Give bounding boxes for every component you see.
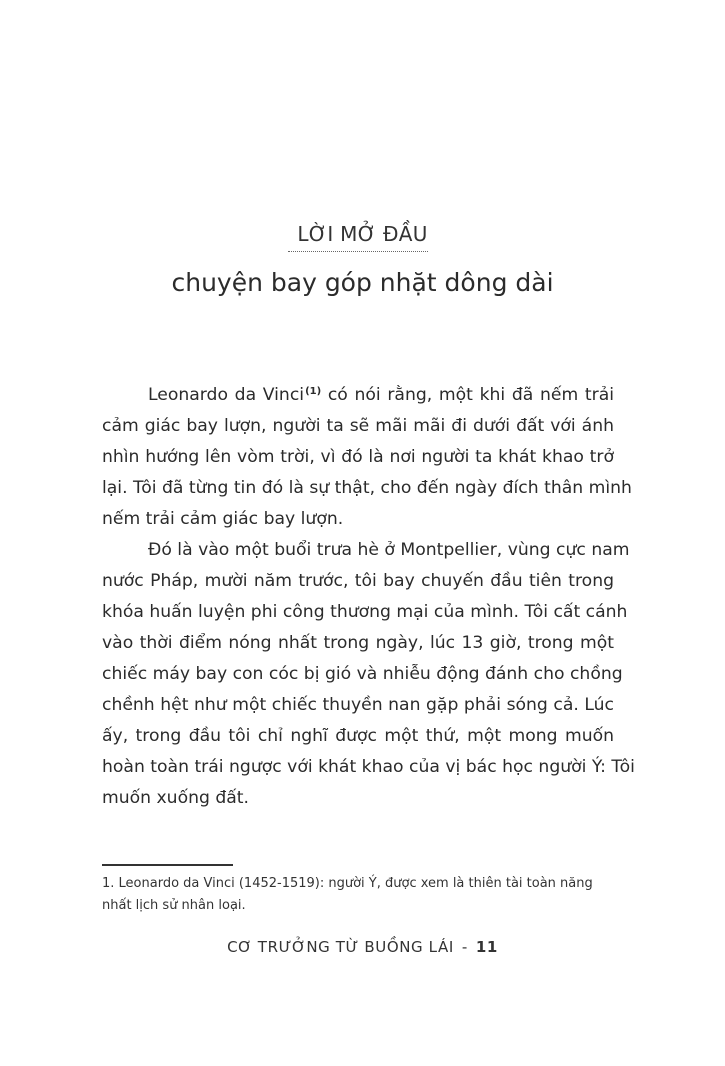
footer-separator: - (461, 938, 468, 956)
paragraph-line: chiếc máy bay con cóc bị gió và nhiễu động đánh cho chồng (102, 664, 623, 684)
paragraph-line: lại. Tôi đã từng tin đó là sự thật, cho đến ngày đích thân mình (102, 478, 632, 498)
chapter-title: chuyện bay góp nhặt dông dài (171, 268, 554, 297)
footnote: 1. Leonardo da Vinci (1452-1519): người Ý, được xem là thiên tài toàn năng nhất lịch sử nhân loại. (102, 876, 593, 913)
paragraph-line: nếm trải cảm giác bay lượn. (102, 509, 344, 529)
paragraph-line: chềnh hệt như một chiếc thuyền nan gặp phải sóng cả. Lúc (102, 695, 614, 715)
paragraph-line: ấy, trong đầu tôi chỉ nghĩ được một thứ, một mong muốn (102, 726, 614, 746)
paragraph-line: nhìn hướng lên vòm trời, vì đó là nơi người ta khát khao trở (102, 447, 614, 467)
paragraph-line: vào thời điểm nóng nhất trong ngày, lúc 13 giờ, trong một (102, 633, 614, 653)
paragraph-1-line-1 (102, 380, 614, 411)
running-footer (0, 938, 725, 956)
dotted-divider (288, 251, 428, 252)
section-label: LỜI MỞ ĐẦU (297, 222, 428, 246)
page-number: 11 (475, 938, 498, 956)
footnote-divider (102, 864, 233, 866)
text-run: Leonardo da Vinci (148, 385, 305, 405)
text-run: có nói rằng, một khi đã nếm trải (321, 385, 615, 405)
footer-book-title: CƠ TRƯỞNG TỪ BUỒNG LÁI (227, 938, 454, 956)
paragraph-line: Đó là vào một buổi trưa hè ở Montpellier, vùng cực nam (148, 540, 630, 560)
paragraph-line: cảm giác bay lượn, người ta sẽ mãi mãi đi dưới đất với ánh (102, 416, 614, 436)
paragraph-line: khóa huấn luyện phi công thương mại của mình. Tôi cất cánh (102, 602, 628, 622)
footnote-reference: (1) (305, 386, 322, 397)
paragraph-line: nước Pháp, mười năm trước, tôi bay chuyến đầu tiên trong (102, 571, 614, 591)
body-text (102, 380, 635, 814)
paragraph-line: hoàn toàn trái ngược với khát khao của vị bác học người Ý: Tôi (102, 757, 635, 777)
paragraph-line: muốn xuống đất. (102, 788, 250, 808)
